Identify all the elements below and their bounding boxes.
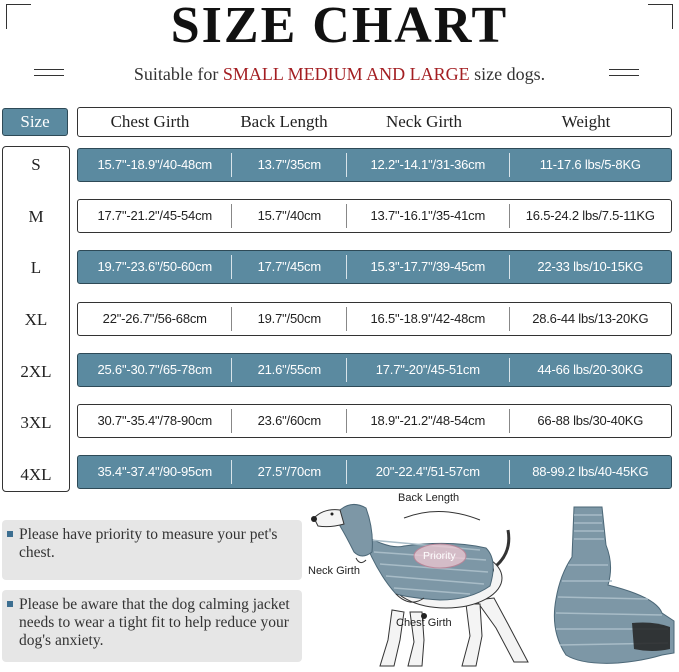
neck-girth-label: Neck Girth — [308, 565, 360, 577]
cell-back-length: 17.7"/45cm — [231, 255, 346, 279]
back-length-label: Back Length — [398, 492, 460, 504]
cell-chest-girth: 22"-26.7"/56-68cm — [102, 311, 207, 326]
column-header-neck-girth: Neck Girth — [385, 112, 462, 131]
size-label: 2XL — [20, 362, 52, 381]
cell-neck-girth: 13.7"-16.1"/35-41cm — [346, 204, 508, 228]
subtitle-highlight: SMALL MEDIUM AND LARGE — [222, 64, 470, 84]
table-row — [77, 353, 672, 387]
cell-chest-girth: 35.4"-37.4"/90-95cm — [97, 464, 213, 479]
column-header-weight: Weight — [561, 112, 611, 131]
bullet-icon — [7, 531, 13, 537]
size-label: 3XL — [20, 413, 52, 432]
cell-neck-girth: 18.9"-21.2"/48-54cm — [346, 409, 508, 433]
size-label: 4XL — [20, 465, 52, 484]
cell-back-length: 27.5"/70cm — [231, 460, 346, 484]
table-row — [77, 455, 672, 489]
cell-neck-girth: 15.3"-17.7"/39-45cm — [346, 255, 508, 279]
note-card — [2, 590, 302, 662]
table-row — [77, 404, 672, 438]
subtitle-prefix: Suitable for — [133, 64, 219, 84]
note-card — [2, 520, 302, 580]
cell-neck-girth: 17.7"-20"/45-51cm — [346, 358, 508, 382]
size-label: S — [31, 155, 41, 174]
chest-girth-label: Chest Girth — [396, 617, 452, 629]
cell-chest-girth: 15.7"-18.9"/40-48cm — [97, 157, 213, 172]
table-row — [77, 199, 672, 233]
cell-chest-girth: 17.7"-21.2"/45-54cm — [97, 208, 213, 223]
cell-weight: 44-66 lbs/20-30KG — [509, 358, 671, 382]
cell-chest-girth: 30.7"-35.4"/78-90cm — [97, 413, 213, 428]
cell-back-length: 21.6"/55cm — [231, 358, 346, 382]
column-header-chest-girth: Chest Girth — [110, 112, 190, 131]
jacket-product-illustration — [538, 505, 678, 669]
note-text: Please be aware that the dog calming jacket needs to wear a tight fit to help reduce your dog's anxiety. — [19, 596, 290, 649]
note-text: Please have priority to measure your pet's chest. — [19, 526, 278, 561]
cell-weight: 88-99.2 lbs/40-45KG — [509, 460, 671, 484]
cell-chest-girth: 19.7"-23.6"/50-60cm — [97, 259, 213, 274]
dog-icon — [311, 504, 528, 666]
cell-weight: 11-17.6 lbs/5-8KG — [509, 153, 671, 177]
cell-back-length: 13.7"/35cm — [231, 153, 346, 177]
size-label: XL — [24, 310, 48, 329]
table-row — [77, 148, 672, 182]
size-label: M — [28, 207, 44, 226]
table-header — [77, 107, 672, 137]
column-header-back-length: Back Length — [240, 112, 328, 131]
cell-back-length: 15.7"/40cm — [231, 204, 346, 228]
cell-neck-girth: 12.2"-14.1"/31-36cm — [346, 153, 508, 177]
cell-neck-girth: 16.5"-18.9"/42-48cm — [346, 307, 508, 331]
size-label: L — [30, 258, 42, 277]
table-row — [77, 250, 672, 284]
dog-measurement-illustration — [300, 490, 540, 672]
subtitle-suffix: size dogs. — [474, 64, 546, 84]
cell-back-length: 23.6"/60cm — [231, 409, 346, 433]
priority-label: Priority — [423, 550, 456, 562]
cell-weight: 16.5-24.2 lbs/7.5-11KG — [509, 204, 671, 228]
cell-weight: 22-33 lbs/10-15KG — [509, 255, 671, 279]
cell-chest-girth: 25.6"-30.7"/65-78cm — [97, 362, 213, 377]
bullet-icon — [7, 601, 13, 607]
page-title: SIZE CHART — [170, 0, 509, 54]
subtitle — [0, 64, 679, 85]
cell-back-length: 19.7"/50cm — [231, 307, 346, 331]
cell-weight: 28.6-44 lbs/13-20KG — [509, 307, 671, 331]
size-column-header: Size — [2, 108, 68, 136]
cell-weight: 66-88 lbs/30-40KG — [509, 409, 671, 433]
table-row — [77, 302, 672, 336]
cell-neck-girth: 20"-22.4"/51-57cm — [346, 460, 508, 484]
dog-jacket-icon — [554, 507, 674, 663]
